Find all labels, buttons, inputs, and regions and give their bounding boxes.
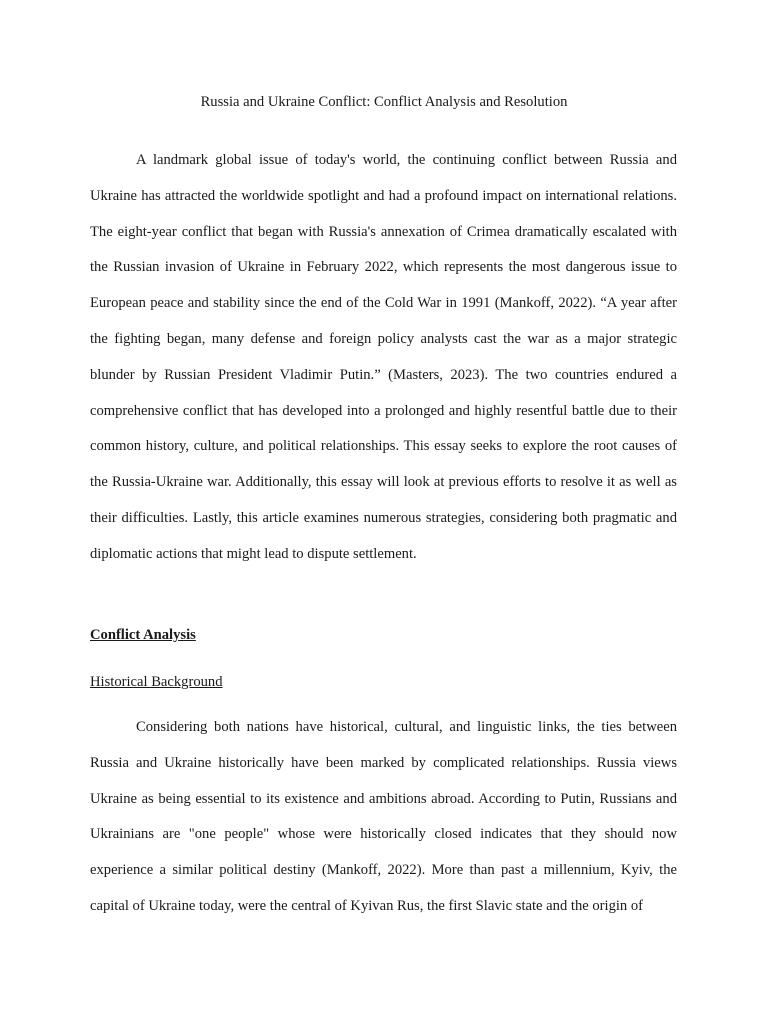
document-title: Russia and Ukraine Conflict: Conflict Analysis and Resolution: [200, 94, 568, 110]
history-paragraph: Considering both nations have historical, cultural, and linguistic links, the ties between Russia and Ukraine historically have been marked by complicated relationships. Russia views Ukraine as being essential to its existence and ambitions abroad. According to Putin, Russians and Ukrainians are "one people" whose were historically closed indicates that they should now experience a similar political destiny (Mankoff, 2022). More than past a millennium, Kyiv, the capital of Ukraine today, were the central of Kyivan Rus, the first Slavic state and the origin of: [90, 719, 677, 914]
section-heading-conflict-analysis: Conflict Analysis: [90, 627, 196, 643]
subsection-heading-historical-background: Historical Background: [90, 674, 223, 690]
intro-paragraph: A landmark global issue of today's world, the continuing conflict between Russia and Ukraine has attracted the worldwide spotlight and had a profound impact on international relations. The eight-year conflict that began with Russia's annexation of Crimea dramatically escalated with the Russian invasion of Ukraine in February 2022, which represents the most dangerous issue to European peace and stability since the end of the Cold War in 1991 (Mankoff, 2022). “A year after the fighting began, many defense and foreign policy analysts cast the war as a major strategic blunder by Russian President Vladimir Putin.” (Masters, 2023). The two countries endured a comprehensive conflict that has developed into a prolonged and highly resentful battle due to their common history, culture, and political relationships. This essay seeks to explore the root causes of the Russia-Ukraine war. Additionally, this essay will look at previous efforts to resolve it as well as their difficulties. Lastly, this article examines numerous strategies, considering both pragmatic and diplomatic actions that might lead to dispute settlement.: [90, 152, 677, 562]
